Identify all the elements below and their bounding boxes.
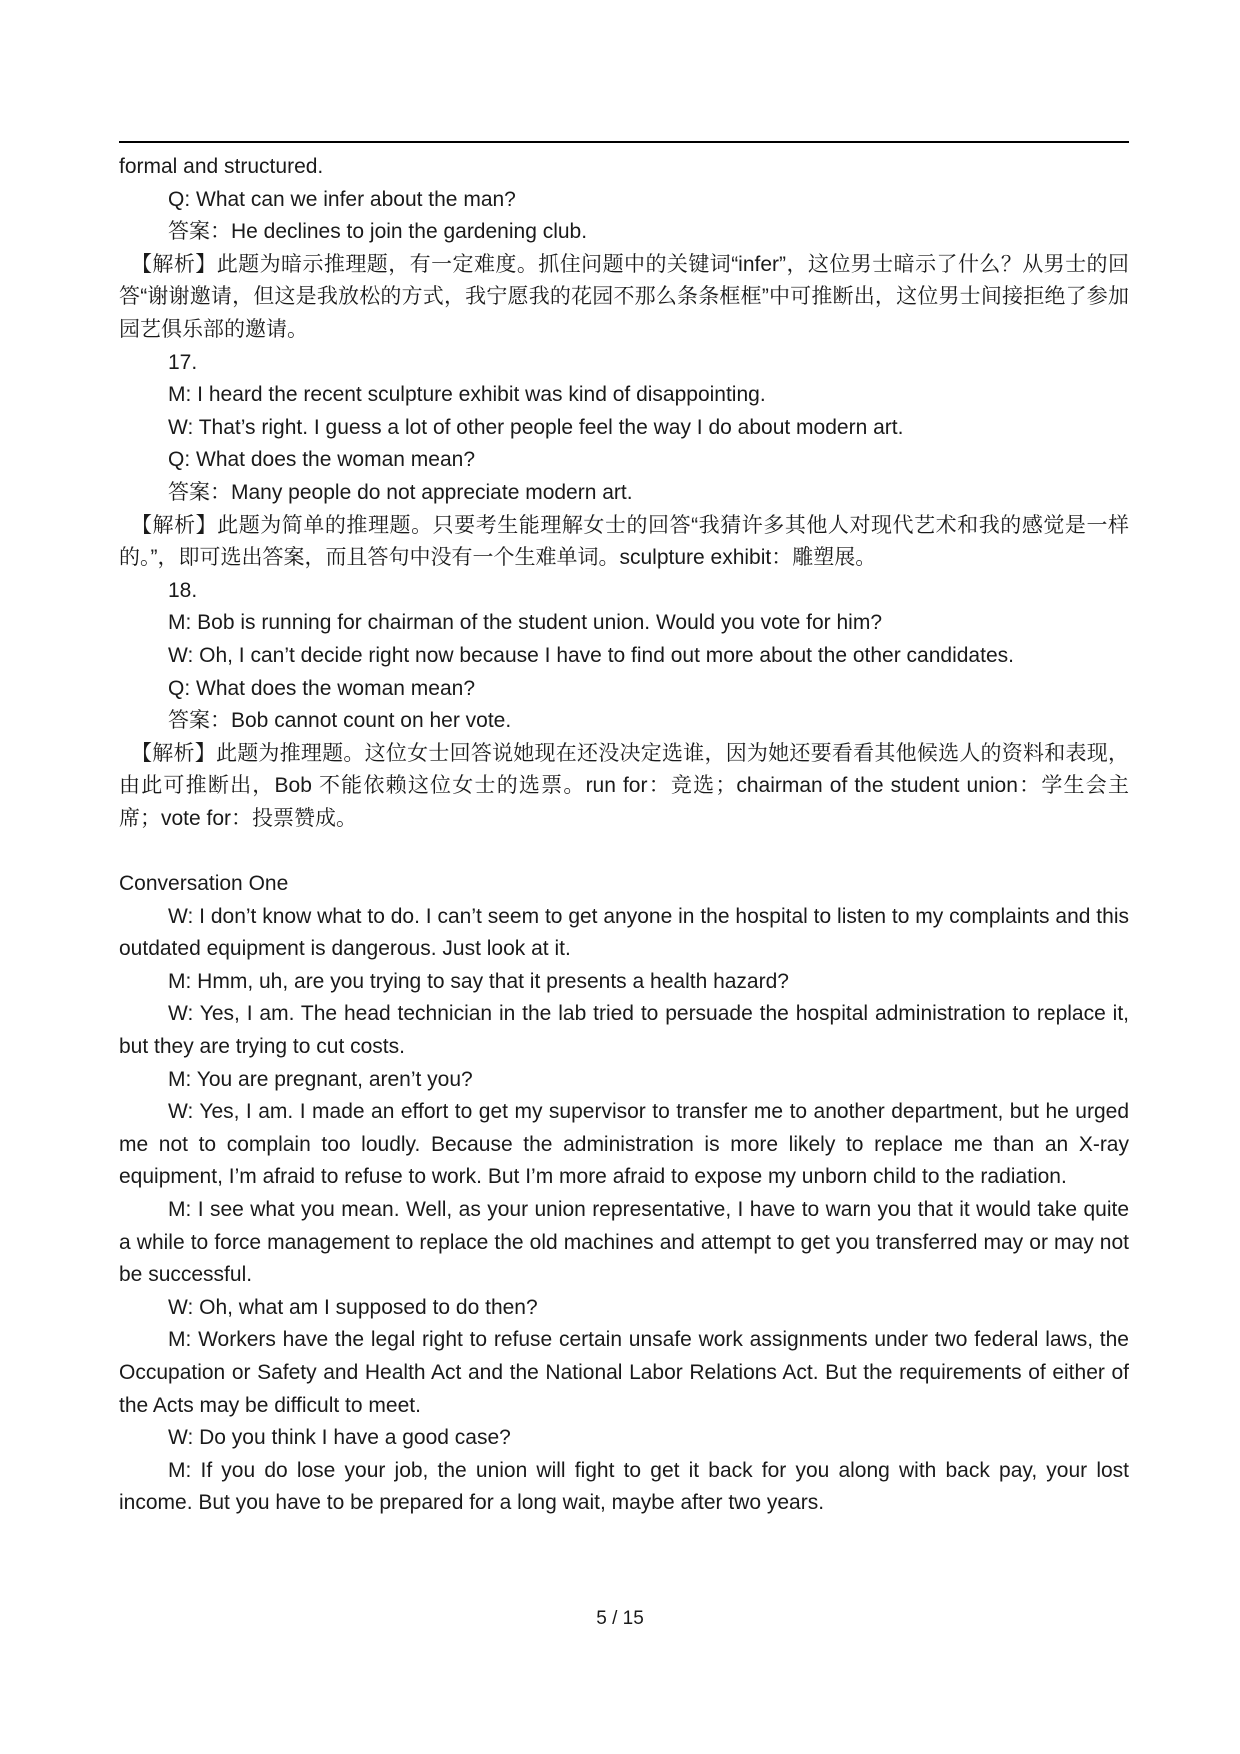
- question: Q: What does the woman mean?: [168, 448, 475, 472]
- analysis: 【解析】此题为推理题。这位女士回答说她现在还没决定选谁，因为她还要看看其他候选人的资料和表现，由此可推断出，Bob 不能依赖这位女士的选票。run for：竞选；chairman of the student union：学生会主席；vote for：投票赞成。: [119, 741, 1129, 830]
- conversation-turn: M: Hmm, uh, are you trying to say that it presents a health hazard?: [168, 969, 789, 993]
- answer: 答案：Bob cannot count on her vote.: [168, 709, 512, 733]
- analysis: 【解析】此题为暗示推理题，有一定难度。抓住问题中的关键词“infer”，这位男士暗示了什么？从男士的回答“谢谢邀请，但这是我放松的方式，我宁愿我的花园不那么条条框框”中可推断出，这位男士间接拒绝了参加园艺俱乐部的邀请。: [119, 252, 1129, 341]
- dialogue-line: W: Oh, I can’t decide right now because I have to find out more about the other candidates.: [168, 643, 1014, 667]
- header-rule: [119, 141, 1129, 143]
- item-number: 18.: [168, 578, 198, 602]
- conversation-title: Conversation One: [119, 872, 289, 896]
- conversation-turn: M: If you do lose your job, the union will fight to get it back for you along with back pay, your lost income. But you have to be prepared for a long wait, maybe after two years.: [119, 1458, 1129, 1515]
- page-body: [119, 151, 1129, 1520]
- conversation-turn: M: Workers have the legal right to refuse certain unsafe work assignments under two federal laws, the Occupation or Safety and Health Act and the National Labor Relations Act. But the requirements of either of the Acts may be difficult to meet.: [119, 1328, 1129, 1417]
- text-line: formal and structured.: [119, 155, 324, 178]
- conversation-turn: W: Oh, what am I supposed to do then?: [168, 1295, 538, 1319]
- answer: 答案：He declines to join the gardening club.: [168, 220, 588, 244]
- dialogue-line: W: That’s right. I guess a lot of other people feel the way I do about modern art.: [168, 415, 904, 439]
- conversation-turn: W: Yes, I am. The head technician in the lab tried to persuade the hospital administration to replace it, but they are trying to cut costs.: [119, 1002, 1129, 1059]
- dialogue-line: M: I heard the recent sculpture exhibit was kind of disappointing.: [168, 383, 766, 407]
- conversation-turn: W: I don’t know what to do. I can’t seem to get anyone in the hospital to listen to my complaints and this outdated equipment is dangerous. Just look at it.: [119, 904, 1129, 961]
- analysis: 【解析】此题为简单的推理题。只要考生能理解女士的回答“我猜许多其他人对现代艺术和我的感觉是一样的。”，即可选出答案，而且答句中没有一个生难单词。sculpture exhibit：雕塑展。: [119, 513, 1129, 570]
- dialogue-line: M: Bob is running for chairman of the student union. Would you vote for him?: [168, 611, 882, 635]
- conversation-turn: W: Yes, I am. I made an effort to get my supervisor to transfer me to another department, but he urged me not to complain too loudly. Because the administration is more likely to replace me than an X-ray equipment, I’m afraid to refuse to work. But I’m more afraid to expose my unborn child to the radiation.: [119, 1100, 1129, 1189]
- conversation-turn: M: You are pregnant, aren’t you?: [168, 1067, 473, 1091]
- item-number: 17.: [168, 350, 198, 374]
- conversation-turn: W: Do you think I have a good case?: [168, 1426, 511, 1450]
- answer: 答案：Many people do not appreciate modern art.: [168, 480, 633, 504]
- conversation-turn: M: I see what you mean. Well, as your union representative, I have to warn you that it would take quite a while to force management to replace the old machines and attempt to get you transferred may or may not be successful.: [119, 1198, 1129, 1287]
- question: Q: What can we infer about the man?: [168, 187, 516, 211]
- question: Q: What does the woman mean?: [168, 676, 475, 700]
- page-number: 5 / 15: [596, 1608, 644, 1629]
